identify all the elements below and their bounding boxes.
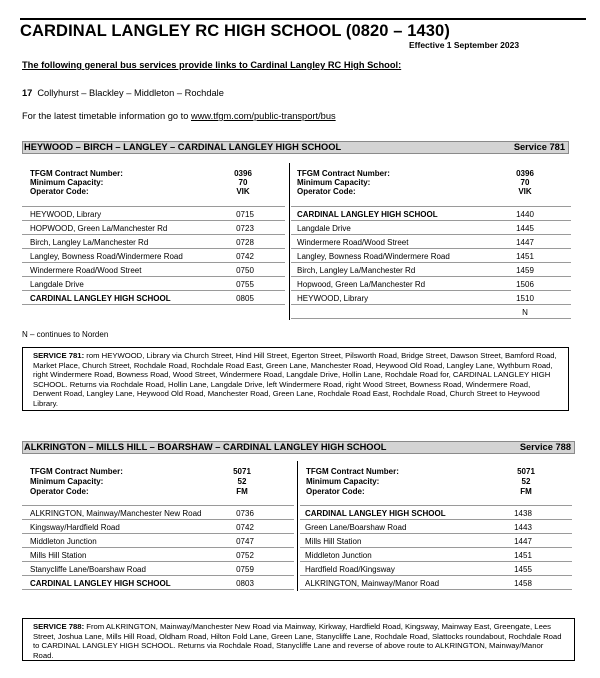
service-781-label: Service 781: [513, 142, 565, 152]
table-row: [22, 534, 294, 548]
stop-cell: Middleton Junction: [30, 537, 97, 546]
time-cell: 0736: [236, 509, 254, 518]
stop-cell: Birch, Langley La/Manchester Rd: [30, 238, 149, 247]
service-788-header: [22, 441, 575, 454]
stop-cell: ALKRINGTON, Mainway/Manchester New Road: [30, 509, 202, 518]
time-cell: N: [522, 308, 528, 317]
table-row: [22, 221, 285, 235]
table-row: [300, 506, 572, 520]
stop-cell: Green Lane/Boarshaw Road: [305, 523, 407, 532]
intro-text: The following general bus services provide links to Cardinal Langley RC High School:: [22, 60, 402, 70]
table-row: [291, 235, 571, 249]
time-cell: 1455: [514, 565, 532, 574]
table-row: [291, 221, 571, 235]
time-cell: 1440: [516, 210, 534, 219]
service-788-desc-label: SERVICE 788:: [33, 622, 85, 631]
stop-cell: Langley, Bowness Road/Windermere Road: [30, 252, 183, 261]
table-row: [22, 277, 285, 291]
time-cell: 1458: [514, 579, 532, 588]
service-788-description: [22, 618, 575, 661]
stop-cell: Kingsway/Hardfield Road: [30, 523, 120, 532]
pm-contract-label: TFGM Contract Number:: [297, 169, 390, 178]
am-contract-label: TFGM Contract Number:: [30, 467, 123, 476]
table-row: [22, 291, 285, 305]
time-cell: 1459: [516, 266, 534, 275]
stop-cell: HEYWOOD, Library: [30, 210, 102, 219]
general-service-route: Collyhurst – Blackley – Middleton – Rochdale: [37, 88, 224, 98]
stop-cell: CARDINAL LANGLEY HIGH SCHOOL: [30, 579, 171, 588]
table-row: [291, 305, 571, 319]
table-row: [300, 576, 572, 590]
pm-operator-value: VIK: [518, 187, 532, 196]
stop-cell: CARDINAL LANGLEY HIGH SCHOOL: [305, 509, 446, 518]
table-row: [22, 576, 294, 590]
pm-capacity-value: 52: [521, 477, 531, 486]
service-788-desc-text: From ALKRINGTON, Mainway/Manchester New Road via Mainway, Kirkway, Hardfield Road, Kingsway, Mainway East, Greengate, Lees Street, Joshua Lane, Mills Hill Road, Oldham Road, Hilton Fold Lane, Green Lane, Stanycliffe Lane, Rochdale Road, Slattocks roundabout, Rochdale Road to CARDINAL LANGLEY HIGH SCHOOL. Returns via Rochdale Road, Stanycliffe Lane and reverse of above route to ALKRINGTON, Mainway/Manor Road.: [33, 622, 562, 660]
pm-operator-label: Operator Code:: [297, 187, 356, 196]
header-rule: [20, 18, 586, 20]
norden-note: N – continues to Norden: [22, 330, 109, 339]
am-operator-label: Operator Code:: [30, 487, 89, 496]
stop-cell: Middleton Junction: [305, 551, 372, 560]
time-cell: 0805: [236, 294, 254, 303]
time-cell: 0752: [236, 551, 254, 560]
general-service-number: 17: [22, 88, 33, 98]
stop-cell: HEYWOOD, Library: [297, 294, 369, 303]
time-cell: 0747: [236, 537, 254, 546]
pm-contract-label: TFGM Contract Number:: [306, 467, 399, 476]
stop-cell: Birch, Langley La/Manchester Rd: [297, 266, 416, 275]
pm-capacity-value: 70: [520, 178, 530, 187]
table-row: [291, 291, 571, 305]
table-row: [22, 548, 294, 562]
effective-date: Effective 1 September 2023: [409, 40, 520, 50]
time-cell: 1451: [516, 252, 534, 261]
service-781-desc-text: rom HEYWOOD, Library via Church Street, Hind Hill Street, Egerton Street, Pilsworth Road, Bridge Street, Dawson Street, Bamford Road, Market Place, Church Street, Rochdale Road, Rochdale Road East, Green Lane, Manchester Road, Heywood Old Road, Langley Lane, Wythburn Road, right Windermere Road, Bowness Road, Wood Street, Windermere Road, Langdale Drive, Hollin Lane, Rochdale Road for, CARDINAL LANGLEY HIGH SCHOOL. Returns via Rochdale Road, Hollin Lane, Langdale Drive, left Windermere Road, right Wood Street, Bowness Road, Windermere Road, Derwent Road, Langley Lane, Heywood Old Road, Manchester Road, Green Lane, Rochdale Road East, Rochdale Road, Church Street to Heywood Library.: [33, 351, 557, 408]
time-cell: 0742: [236, 252, 254, 261]
time-cell: 0750: [236, 266, 254, 275]
stop-cell: HOPWOOD, Green La/Manchester Rd: [30, 224, 168, 233]
page-title: CARDINAL LANGLEY RC HIGH SCHOOL (0820 – 1430): [20, 22, 450, 40]
time-cell: 1438: [514, 509, 532, 518]
stop-cell: Langdale Drive: [30, 280, 84, 289]
time-cell: 1447: [514, 537, 532, 546]
table-row: [22, 207, 285, 221]
am-capacity-label: Minimum Capacity:: [30, 477, 104, 486]
table-row: [291, 277, 571, 291]
table-row: [300, 534, 572, 548]
service-781-route: HEYWOOD – BIRCH – LANGLEY – CARDINAL LANGLEY HIGH SCHOOL: [24, 142, 342, 152]
pm-capacity-label: Minimum Capacity:: [306, 477, 380, 486]
am-operator-value: VIK: [236, 187, 250, 196]
table-row: [291, 263, 571, 277]
table-row: [300, 520, 572, 534]
table-row: [22, 235, 285, 249]
pm-operator-value: FM: [520, 487, 532, 496]
table-row: [300, 548, 572, 562]
time-cell: 1451: [514, 551, 532, 560]
time-cell: 0755: [236, 280, 254, 289]
pm-capacity-label: Minimum Capacity:: [297, 178, 371, 187]
am-contract-value: 0396: [234, 169, 252, 178]
am-operator-label: Operator Code:: [30, 187, 89, 196]
table-row: [300, 562, 572, 576]
time-cell: 1506: [516, 280, 534, 289]
am-contract-value: 5071: [233, 467, 251, 476]
service-781-header: [22, 141, 569, 154]
time-cell: 0742: [236, 523, 254, 532]
latest-info-prefix: For the latest timetable information go to: [22, 111, 191, 121]
timetable-link[interactable]: www.tfgm.com/public-transport/bus: [190, 111, 336, 121]
table-row: [291, 207, 571, 221]
time-cell: 0728: [236, 238, 254, 247]
service-788-label: Service 788: [519, 442, 571, 452]
time-cell: 0723: [236, 224, 254, 233]
stop-cell: Langdale Drive: [297, 224, 351, 233]
stop-cell: Windermere Road/Wood Street: [297, 238, 409, 247]
time-cell: 1447: [516, 238, 534, 247]
am-capacity-label: Minimum Capacity:: [30, 178, 104, 187]
am-capacity-value: 70: [238, 178, 248, 187]
time-cell: 0803: [236, 579, 254, 588]
general-service-line: [22, 88, 224, 98]
service-788-route: ALKRINGTON – MILLS HILL – BOARSHAW – CARDINAL LANGLEY HIGH SCHOOL: [24, 442, 387, 452]
stop-cell: CARDINAL LANGLEY HIGH SCHOOL: [30, 294, 171, 303]
column-divider: [297, 461, 298, 591]
table-row: [22, 562, 294, 576]
time-cell: 1443: [514, 523, 532, 532]
pm-contract-value: 0396: [516, 169, 534, 178]
time-cell: 1445: [516, 224, 534, 233]
stop-cell: ALKRINGTON, Mainway/Manor Road: [305, 579, 440, 588]
stop-cell: Hopwood, Green La/Manchester Rd: [297, 280, 426, 289]
am-operator-value: FM: [236, 487, 248, 496]
stop-cell: Langley, Bowness Road/Windermere Road: [297, 252, 450, 261]
time-cell: 0759: [236, 565, 254, 574]
time-cell: 1510: [516, 294, 534, 303]
pm-contract-value: 5071: [517, 467, 535, 476]
pm-operator-label: Operator Code:: [306, 487, 365, 496]
table-row: [22, 520, 294, 534]
stop-cell: Hardfield Road/Kingsway: [305, 565, 395, 574]
table-row: [291, 249, 571, 263]
time-cell: 0715: [236, 210, 254, 219]
stop-cell: Stanycliffe Lane/Boarshaw Road: [30, 565, 146, 574]
service-781-description: [22, 347, 569, 411]
am-capacity-value: 52: [237, 477, 247, 486]
service-781-desc-label: SERVICE 781:: [33, 351, 85, 360]
stop-cell: Windermere Road/Wood Street: [30, 266, 142, 275]
table-row: [22, 249, 285, 263]
table-row: [22, 506, 294, 520]
column-divider: [289, 163, 290, 320]
table-row: [22, 263, 285, 277]
stop-cell: Mills Hill Station: [305, 537, 362, 546]
latest-info-line: [22, 111, 336, 121]
stop-cell: CARDINAL LANGLEY HIGH SCHOOL: [297, 210, 438, 219]
am-contract-label: TFGM Contract Number:: [30, 169, 123, 178]
stop-cell: Mills Hill Station: [30, 551, 87, 560]
